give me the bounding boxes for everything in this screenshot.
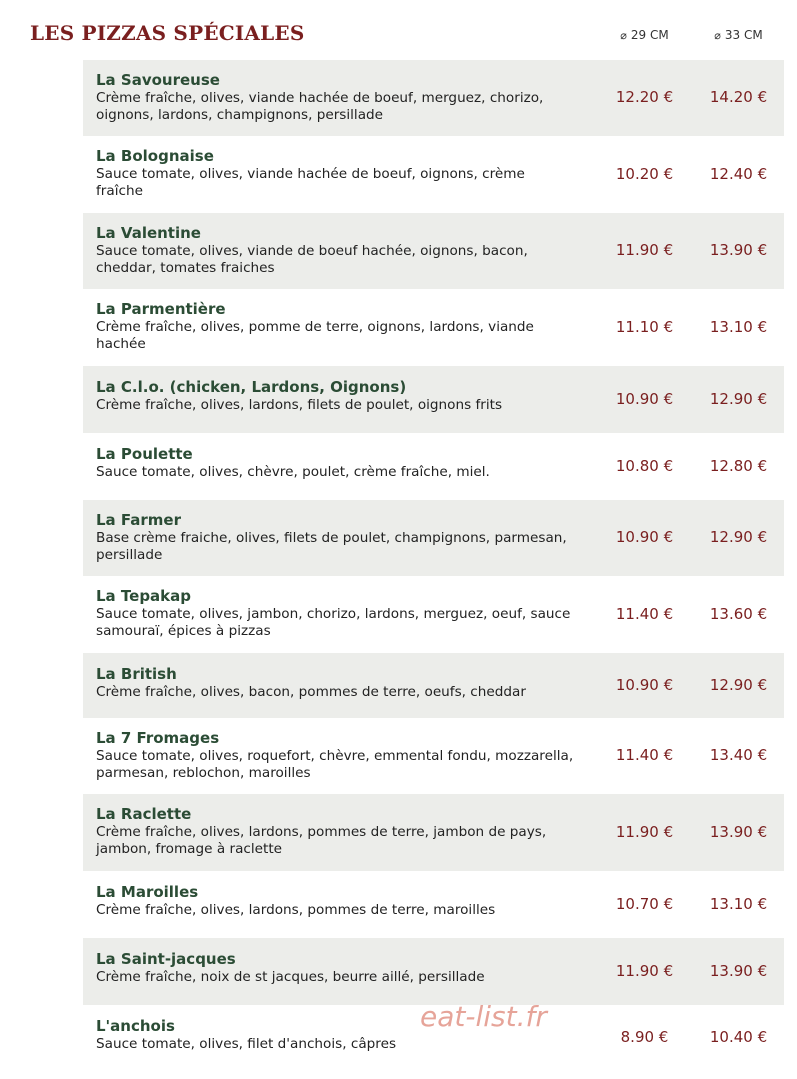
pizza-item	[83, 289, 784, 366]
pizza-item	[83, 871, 784, 938]
pizza-item	[83, 500, 784, 576]
price-33cm: 13.40 €	[709, 746, 768, 764]
pizza-name: La Valentine	[96, 224, 201, 242]
pizza-item	[83, 653, 784, 718]
price-33cm: 14.20 €	[709, 88, 768, 106]
price-33cm: 12.90 €	[709, 390, 768, 408]
pizza-description: Crème fraîche, olives, lardons, pommes de terre, maroilles	[96, 902, 496, 918]
pizza-name: L'anchois	[96, 1017, 175, 1035]
pizza-description: Sauce tomate, olives, filet d'anchois, câpres	[96, 1036, 397, 1052]
pizza-name: La Poulette	[96, 445, 193, 463]
price-33cm: 10.40 €	[709, 1028, 768, 1046]
pizza-description: Sauce tomate, olives, jambon, chorizo, lardons, merguez, oeuf, sauce samouraï, épices à pizzas	[96, 606, 571, 639]
price-29cm: 10.20 €	[615, 165, 674, 183]
pizza-name: La Tepakap	[96, 587, 192, 605]
page-title: LES PIZZAS SPÉCIALES	[30, 21, 305, 45]
pizza-name: La Savoureuse	[96, 71, 220, 89]
size-label: 29 CM	[630, 28, 669, 42]
pizza-description: Crème fraîche, olives, lardons, filets de poulet, oignons frits	[96, 397, 503, 413]
price-29cm: 12.20 €	[615, 88, 674, 106]
pizza-description: Base crème fraiche, olives, filets de poulet, champignons, parmesan, persillade	[96, 530, 567, 563]
pizza-item	[83, 938, 784, 1005]
price-29cm: 11.90 €	[615, 241, 674, 259]
price-33cm: 13.60 €	[709, 605, 768, 623]
price-33cm: 13.90 €	[709, 823, 768, 841]
pizza-item	[83, 433, 784, 500]
pizza-name: La Farmer	[96, 511, 181, 529]
pizza-list	[83, 60, 784, 1070]
pizza-description: Crème fraîche, olives, pomme de terre, oignons, lardons, viande hachée	[96, 319, 534, 352]
pizza-item	[83, 60, 784, 136]
pizza-name: La C.l.o. (chicken, Lardons, Oignons)	[96, 378, 407, 396]
pizza-name: La 7 Fromages	[96, 729, 220, 747]
price-33cm: 12.90 €	[709, 676, 768, 694]
size-label: 33 CM	[724, 28, 763, 42]
pizza-description: Sauce tomate, olives, chèvre, poulet, crème fraîche, miel.	[96, 464, 490, 480]
price-33cm: 13.10 €	[709, 895, 768, 913]
size-header-33cm	[691, 28, 786, 42]
price-29cm: 11.40 €	[615, 605, 674, 623]
price-29cm: 11.90 €	[615, 962, 674, 980]
price-33cm: 13.90 €	[709, 241, 768, 259]
price-33cm: 12.80 €	[709, 457, 768, 475]
price-29cm: 11.10 €	[615, 318, 674, 336]
price-33cm: 13.90 €	[709, 962, 768, 980]
price-29cm: 11.40 €	[615, 746, 674, 764]
pizza-item	[83, 366, 784, 433]
pizza-description: Crème fraîche, olives, bacon, pommes de terre, oeufs, cheddar	[96, 684, 526, 700]
pizza-name: La Saint-jacques	[96, 950, 236, 968]
pizza-description: Sauce tomate, olives, viande hachée de boeuf, oignons, crème fraîche	[96, 166, 525, 199]
pizza-item	[83, 576, 784, 653]
price-29cm: 10.70 €	[615, 895, 674, 913]
pizza-name: La Parmentière	[96, 300, 226, 318]
pizza-item	[83, 718, 784, 794]
pizza-description: Sauce tomate, olives, roquefort, chèvre, emmental fondu, mozzarella, parmesan, reblochon, maroilles	[96, 748, 574, 781]
size-header-29cm	[597, 28, 692, 42]
price-33cm: 13.10 €	[709, 318, 768, 336]
pizza-description: Crème fraîche, noix de st jacques, beurre aillé, persillade	[96, 969, 485, 985]
pizza-name: La Raclette	[96, 805, 192, 823]
price-33cm: 12.90 €	[709, 528, 768, 546]
price-33cm: 12.40 €	[709, 165, 768, 183]
pizza-name: La British	[96, 665, 177, 683]
watermark: eat-list.fr	[420, 1000, 547, 1033]
price-29cm: 10.90 €	[615, 390, 674, 408]
price-29cm: 10.90 €	[615, 676, 674, 694]
price-29cm: 10.80 €	[615, 457, 674, 475]
price-29cm: 8.90 €	[620, 1028, 669, 1046]
pizza-item	[83, 213, 784, 289]
diameter-icon: ⌀	[620, 29, 627, 42]
menu-header	[0, 0, 797, 60]
pizza-description: Crème fraîche, olives, lardons, pommes de terre, jambon de pays, jambon, fromage à raclette	[96, 824, 547, 857]
pizza-name: La Bolognaise	[96, 147, 214, 165]
pizza-item	[83, 136, 784, 213]
pizza-description: Crème fraîche, olives, viande hachée de boeuf, merguez, chorizo, oignons, lardons, champignons, persillade	[96, 90, 544, 123]
pizza-item	[83, 794, 784, 871]
price-29cm: 11.90 €	[615, 823, 674, 841]
diameter-icon: ⌀	[714, 29, 721, 42]
pizza-name: La Maroilles	[96, 883, 199, 901]
pizza-description: Sauce tomate, olives, viande de boeuf hachée, oignons, bacon, cheddar, tomates fraiches	[96, 243, 528, 276]
price-29cm: 10.90 €	[615, 528, 674, 546]
